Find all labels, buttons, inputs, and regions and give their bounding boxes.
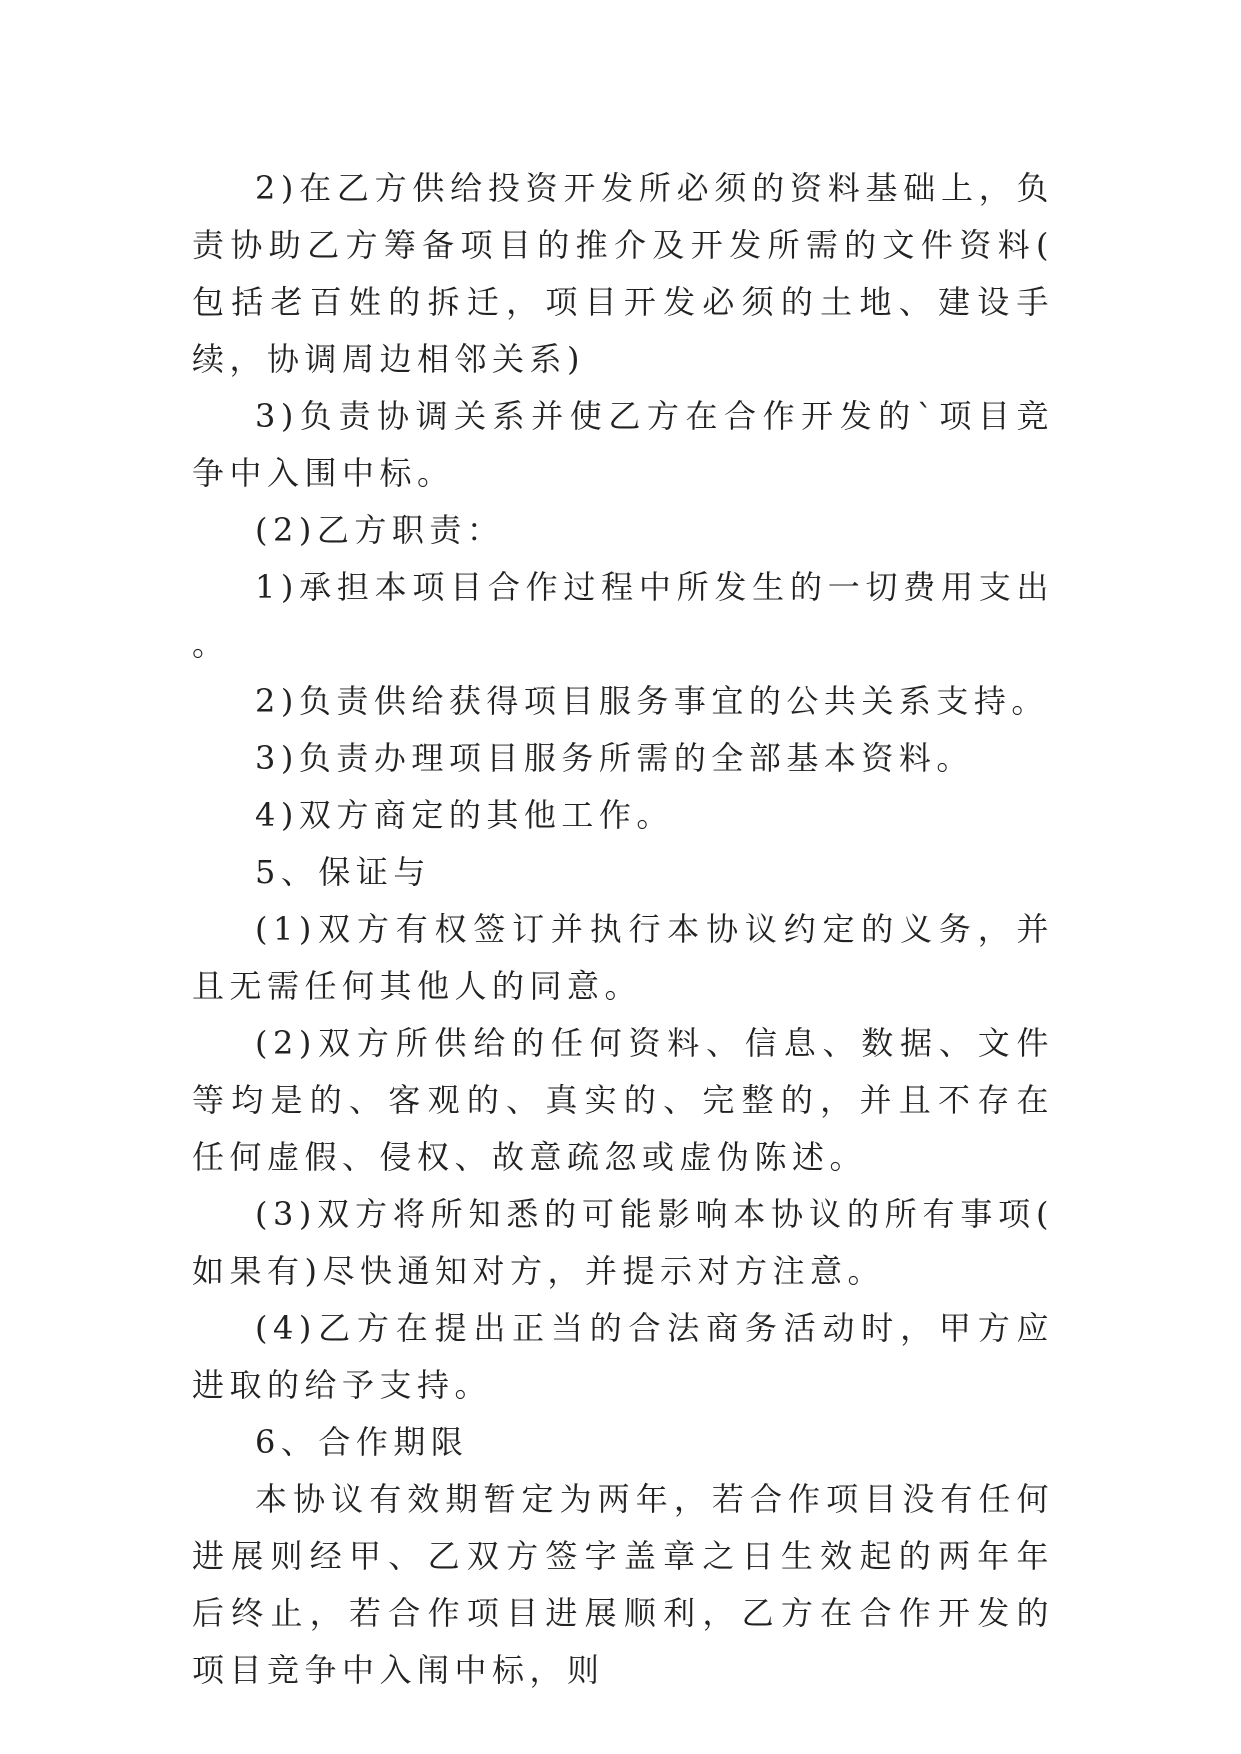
paragraph-party-b-duty-4: 4)双方商定的其他工作。 (255, 796, 674, 834)
paragraph-party-b-duties-heading: (2)乙方职责： (255, 511, 505, 549)
paragraph-guarantee-3: (3)双方将所知悉的可能影响本协议的所有事项(如果有)尽快通知对方，并提示对方注意。 (192, 1195, 1054, 1290)
document-body (192, 160, 1054, 1699)
paragraph-term-body: 本协议有效期暂定为两年，若合作项目没有任何进展则经甲、乙双方签字盖章之日生效起的两年年后终止，若合作项目进展顺利，乙方在合作开发的项目竞争中入闱中标，则 (192, 1480, 1054, 1689)
paragraph-guarantee-1: (1)双方有权签订并执行本协议约定的义务，并且无需任何其他人的同意。 (192, 910, 1054, 1005)
section-heading-term: 6、合作期限 (255, 1423, 469, 1461)
paragraph-party-a-duty-2: 2)在乙方供给投资开发所必须的资料基础上，负责协助乙方筹备项目的推介及开发所需的文件资料(包括老百姓的拆迁，项目开发必须的土地、建设手续，协调周边相邻关系) (192, 169, 1054, 378)
paragraph-party-b-duty-3: 3)负责办理项目服务所需的全部基本资料。 (255, 739, 974, 777)
paragraph-guarantee-4: (4)乙方在提出正当的合法商务活动时，甲方应进取的给予支持。 (192, 1309, 1054, 1404)
paragraph-guarantee-2: (2)双方所供给的任何资料、信息、数据、文件等均是的、客观的、真实的、完整的，并且不存在任何虚假、侵权、故意疏忽或虚伪陈述。 (192, 1024, 1054, 1176)
paragraph-party-b-duty-1: 1)承担本项目合作过程中所发生的一切费用支出。 (192, 568, 1054, 663)
section-heading-guarantee: 5、保证与 (255, 853, 431, 891)
paragraph-party-b-duty-2: 2)负责供给获得项目服务事宜的公共关系支持。 (255, 682, 1049, 720)
paragraph-party-a-duty-3: 3)负责协调关系并使乙方在合作开发的`项目竞争中入围中标。 (192, 397, 1054, 492)
